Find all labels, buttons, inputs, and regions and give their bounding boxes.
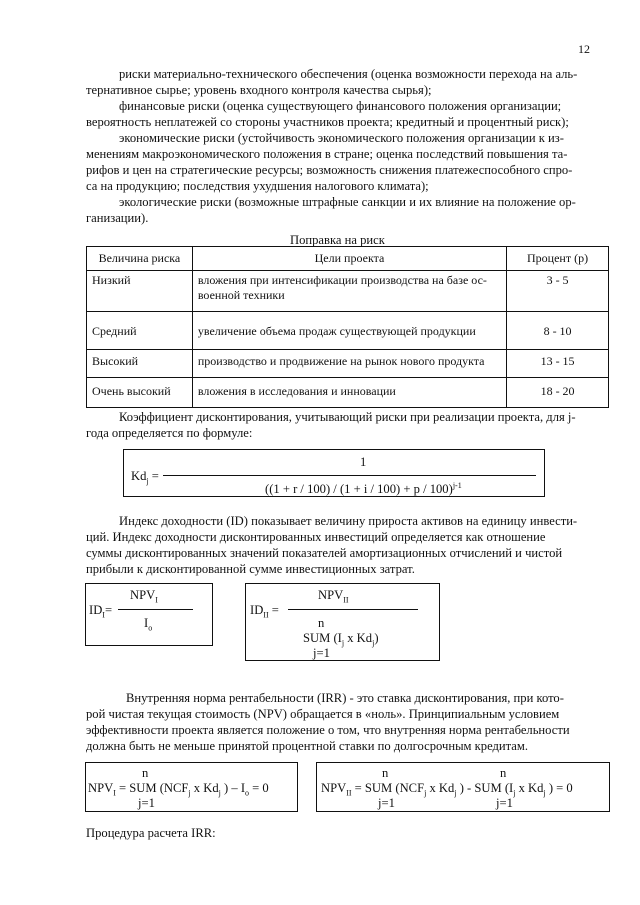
- percent-cell: 13 - 15: [507, 350, 609, 378]
- text-line: менениям макроэкономического положения в стране; оценка последствий повышения та-: [86, 147, 568, 161]
- goal-cell: увеличение объема продаж существующей продукции: [192, 312, 506, 350]
- text-line: са на продукцию; последствия ухудшения налогового климата);: [86, 179, 429, 193]
- id-paragraph: [86, 513, 608, 577]
- header-percent: Процент (р): [507, 247, 609, 271]
- sum-lower-limit: j=1: [138, 796, 155, 810]
- text-line: риски материально-технического обеспечения (оценка возможности перехода на аль-: [119, 67, 578, 81]
- sum-lower-limit: j=1: [496, 796, 513, 810]
- risk-level-cell: Очень высокий: [87, 378, 193, 408]
- header-project-goals: Цели проекта: [192, 247, 506, 271]
- kd-formula-lhs: $Kd_j$ =: [131, 469, 159, 486]
- risk-table: [86, 246, 609, 408]
- goal-cell: [192, 271, 506, 312]
- text-line: прибыли к дисконтированной сумме инвестиционных затрат.: [86, 562, 415, 576]
- page-number: 12: [578, 42, 590, 56]
- id2-lhs: $ID_{II}$ =: [250, 603, 279, 620]
- text-line: экономические риски (устойчивость экономического положения организации к из-: [119, 131, 564, 145]
- text-line: суммы дисконтированных значений показателей амортизационных отчислений и чистой: [86, 546, 563, 560]
- npv2-formula: $NPV_{II}$ = SUM ($NCF_j$ x $Kd_j$ ) - SUM ($I_j$ x $Kd_j$ ) = 0: [321, 781, 573, 798]
- sum-upper-limit: n: [382, 766, 389, 780]
- text-line: Индекс доходности (ID) показывает величину прироста активов на единицу инвести-: [119, 514, 578, 528]
- text-line: вероятность неплатежей со стороны участников проекта; кредитный и процентный риск);: [86, 115, 569, 129]
- id1-lhs: $ID_I=$: [89, 603, 113, 620]
- text-line: должна быть не меньше принятой процентной ставки по долгосрочным кредитам.: [86, 739, 529, 753]
- text-line: Внутренняя норма рентабельности (IRR) - это ставка дисконтирования, при кото-: [126, 691, 564, 705]
- risk-level-cell: Высокий: [87, 350, 193, 378]
- text-line: рифов и цен на стратегические ресурсы; возможность снижения платежеспособного спро-: [86, 163, 573, 177]
- kd-denominator: $((1 + r / 100) / (1 + i / 100) + p / 100)^{j-1}$: [265, 481, 462, 497]
- id1-denominator: $I_o$: [144, 616, 153, 633]
- goal-line: вложения при интенсификации производства на базе ос-: [197, 273, 487, 287]
- header-risk-level: Величина риска: [87, 247, 193, 271]
- text-line: финансовые риски (оценка существующего финансового положения организации;: [119, 99, 562, 113]
- text-line: ций. Индекс доходности дисконтированных инвестиций определяется как отношение: [86, 530, 546, 544]
- risk-level-cell: Средний: [87, 312, 193, 350]
- irr-paragraph: [86, 690, 608, 754]
- table-caption: Поправка на риск: [290, 233, 385, 247]
- goal-cell: вложения в исследования и инновации: [192, 378, 506, 408]
- table-header-row: [87, 247, 609, 271]
- sum-upper-limit: n: [500, 766, 507, 780]
- percent-cell: 18 - 20: [507, 378, 609, 408]
- table-row: [87, 350, 609, 378]
- risks-list: [86, 66, 608, 226]
- goal-cell: производство и продвижение на рынок нового продукта: [192, 350, 506, 378]
- id2-numerator: $NPV_{II}$: [318, 588, 349, 605]
- fraction-line: [163, 475, 536, 476]
- sum-upper-limit: n: [142, 766, 149, 780]
- irr-procedure-heading: Процедура расчета IRR:: [86, 826, 216, 840]
- text-line: экологические риски (возможные штрафные санкции и их влияние на положение ор-: [119, 195, 576, 209]
- table-row: [87, 378, 609, 408]
- kd-numerator: 1: [360, 455, 367, 469]
- sum-lower-limit: j=1: [313, 646, 330, 660]
- fraction-line: [288, 609, 418, 610]
- discount-paragraph: [86, 409, 608, 441]
- text-line: рой чистая текущая стоимость (NPV) обращается в «ноль». Принципиальным условием: [86, 707, 560, 721]
- text-line: ганизации).: [86, 211, 149, 225]
- table-row: [87, 312, 609, 350]
- sum-upper-limit: n: [318, 616, 325, 630]
- npv1-formula: $NPV_I$ = SUM ($NCF_j$ x $Kd_j$ ) – $I_o = 0$: [88, 781, 269, 798]
- sum-lower-limit: j=1: [378, 796, 395, 810]
- goal-line: военной техники: [197, 288, 285, 302]
- text-line: года определяется по формуле:: [86, 426, 253, 440]
- id1-numerator: $NPV_I$: [130, 588, 158, 605]
- risk-level-cell: Низкий: [87, 271, 193, 312]
- text-line: эффективности проекта является положение о том, что внутренняя норма рентабельности: [86, 723, 570, 737]
- text-line: тернативное сырье; уровень входного контроля качества сырья);: [86, 83, 432, 97]
- fraction-line: [118, 609, 193, 610]
- text-line: Коэффициент дисконтирования, учитывающий риски при реализации проекта, для j-: [119, 410, 576, 424]
- table-row: [87, 271, 609, 312]
- percent-cell: 8 - 10: [507, 312, 609, 350]
- percent-cell: 3 - 5: [507, 271, 609, 312]
- id2-denominator: SUM ($I_j$ x $Kd_j$): [303, 631, 379, 648]
